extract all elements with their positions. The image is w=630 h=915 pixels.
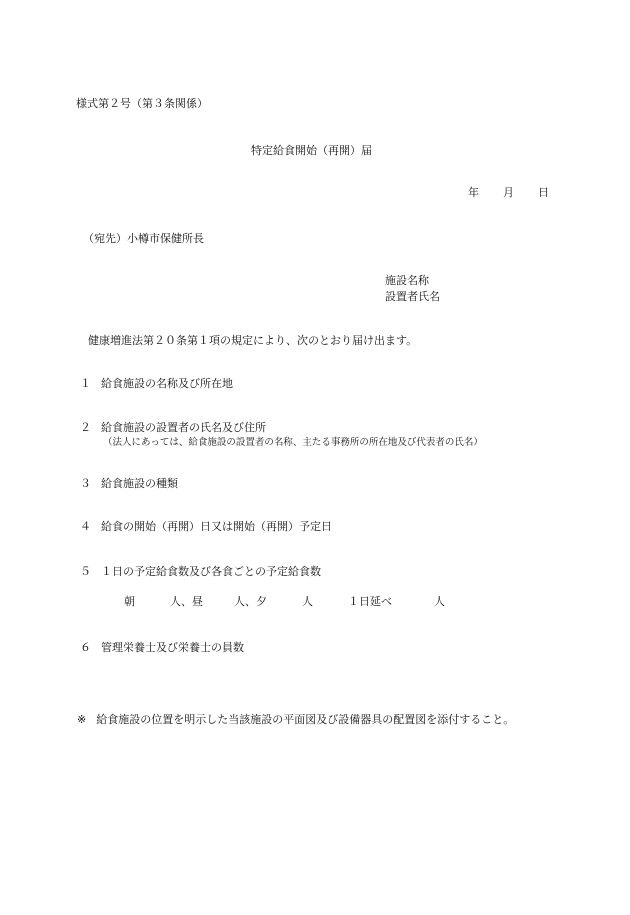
item-number: ４ bbox=[80, 520, 91, 533]
footnote bbox=[77, 713, 514, 727]
addressee: （宛先）小樽市保健所長 bbox=[83, 232, 204, 245]
footnote-text: 給食施設の位置を明示した当該施設の平面図及び設備器具の配置図を添付すること。 bbox=[96, 713, 515, 726]
item-number: ５ bbox=[80, 565, 91, 578]
daily-total-label: １日延べ bbox=[348, 595, 392, 608]
item-number: ３ bbox=[80, 477, 91, 490]
item-4 bbox=[80, 520, 332, 534]
item-3 bbox=[80, 477, 178, 491]
item-text: 給食の開始（再開）日又は開始（再開）予定日 bbox=[101, 520, 332, 533]
item-1 bbox=[80, 377, 233, 391]
item-text: １日の予定給食数及び各食ごとの予定給食数 bbox=[101, 565, 321, 578]
form-number: 様式第２号（第３条関係） bbox=[76, 97, 208, 110]
item-number: ２ bbox=[80, 421, 91, 434]
meal-noon-label: 人、昼 bbox=[170, 595, 203, 608]
meal-counts-line bbox=[124, 595, 445, 609]
item-2 bbox=[80, 421, 266, 435]
item-5 bbox=[80, 565, 321, 579]
meal-evening-unit: 人 bbox=[302, 595, 313, 608]
meal-evening-label: 人、夕 bbox=[234, 595, 267, 608]
item-number: ６ bbox=[80, 641, 91, 654]
intro-text: 健康増進法第２０条第１項の規定により、次のとおり届け出ます。 bbox=[88, 334, 418, 347]
item-text: 給食施設の名称及び所在地 bbox=[101, 377, 233, 390]
footnote-mark: ※ bbox=[77, 713, 87, 726]
facility-name-label: 施設名称 bbox=[385, 274, 429, 287]
item-text: 給食施設の設置者の氏名及び住所 bbox=[101, 421, 266, 434]
date-line bbox=[468, 186, 549, 200]
document-title: 特定給食開始（再開）届 bbox=[251, 144, 372, 157]
item-2-note: （法人にあっては、給食施設の設置者の名称、主たる事務所の所在地及び代表者の氏名） bbox=[103, 437, 483, 448]
daily-total-unit: 人 bbox=[434, 595, 445, 608]
item-text: 管理栄養士及び栄養士の員数 bbox=[101, 641, 244, 654]
item-text: 給食施設の種類 bbox=[101, 477, 178, 490]
date-day: 日 bbox=[538, 186, 549, 199]
item-6 bbox=[80, 641, 244, 655]
date-year: 年 bbox=[468, 186, 479, 199]
installer-name-label: 設置者氏名 bbox=[385, 290, 440, 303]
item-number: １ bbox=[80, 377, 91, 390]
meal-morning-label: 朝 bbox=[124, 595, 135, 608]
date-month: 月 bbox=[503, 186, 514, 199]
